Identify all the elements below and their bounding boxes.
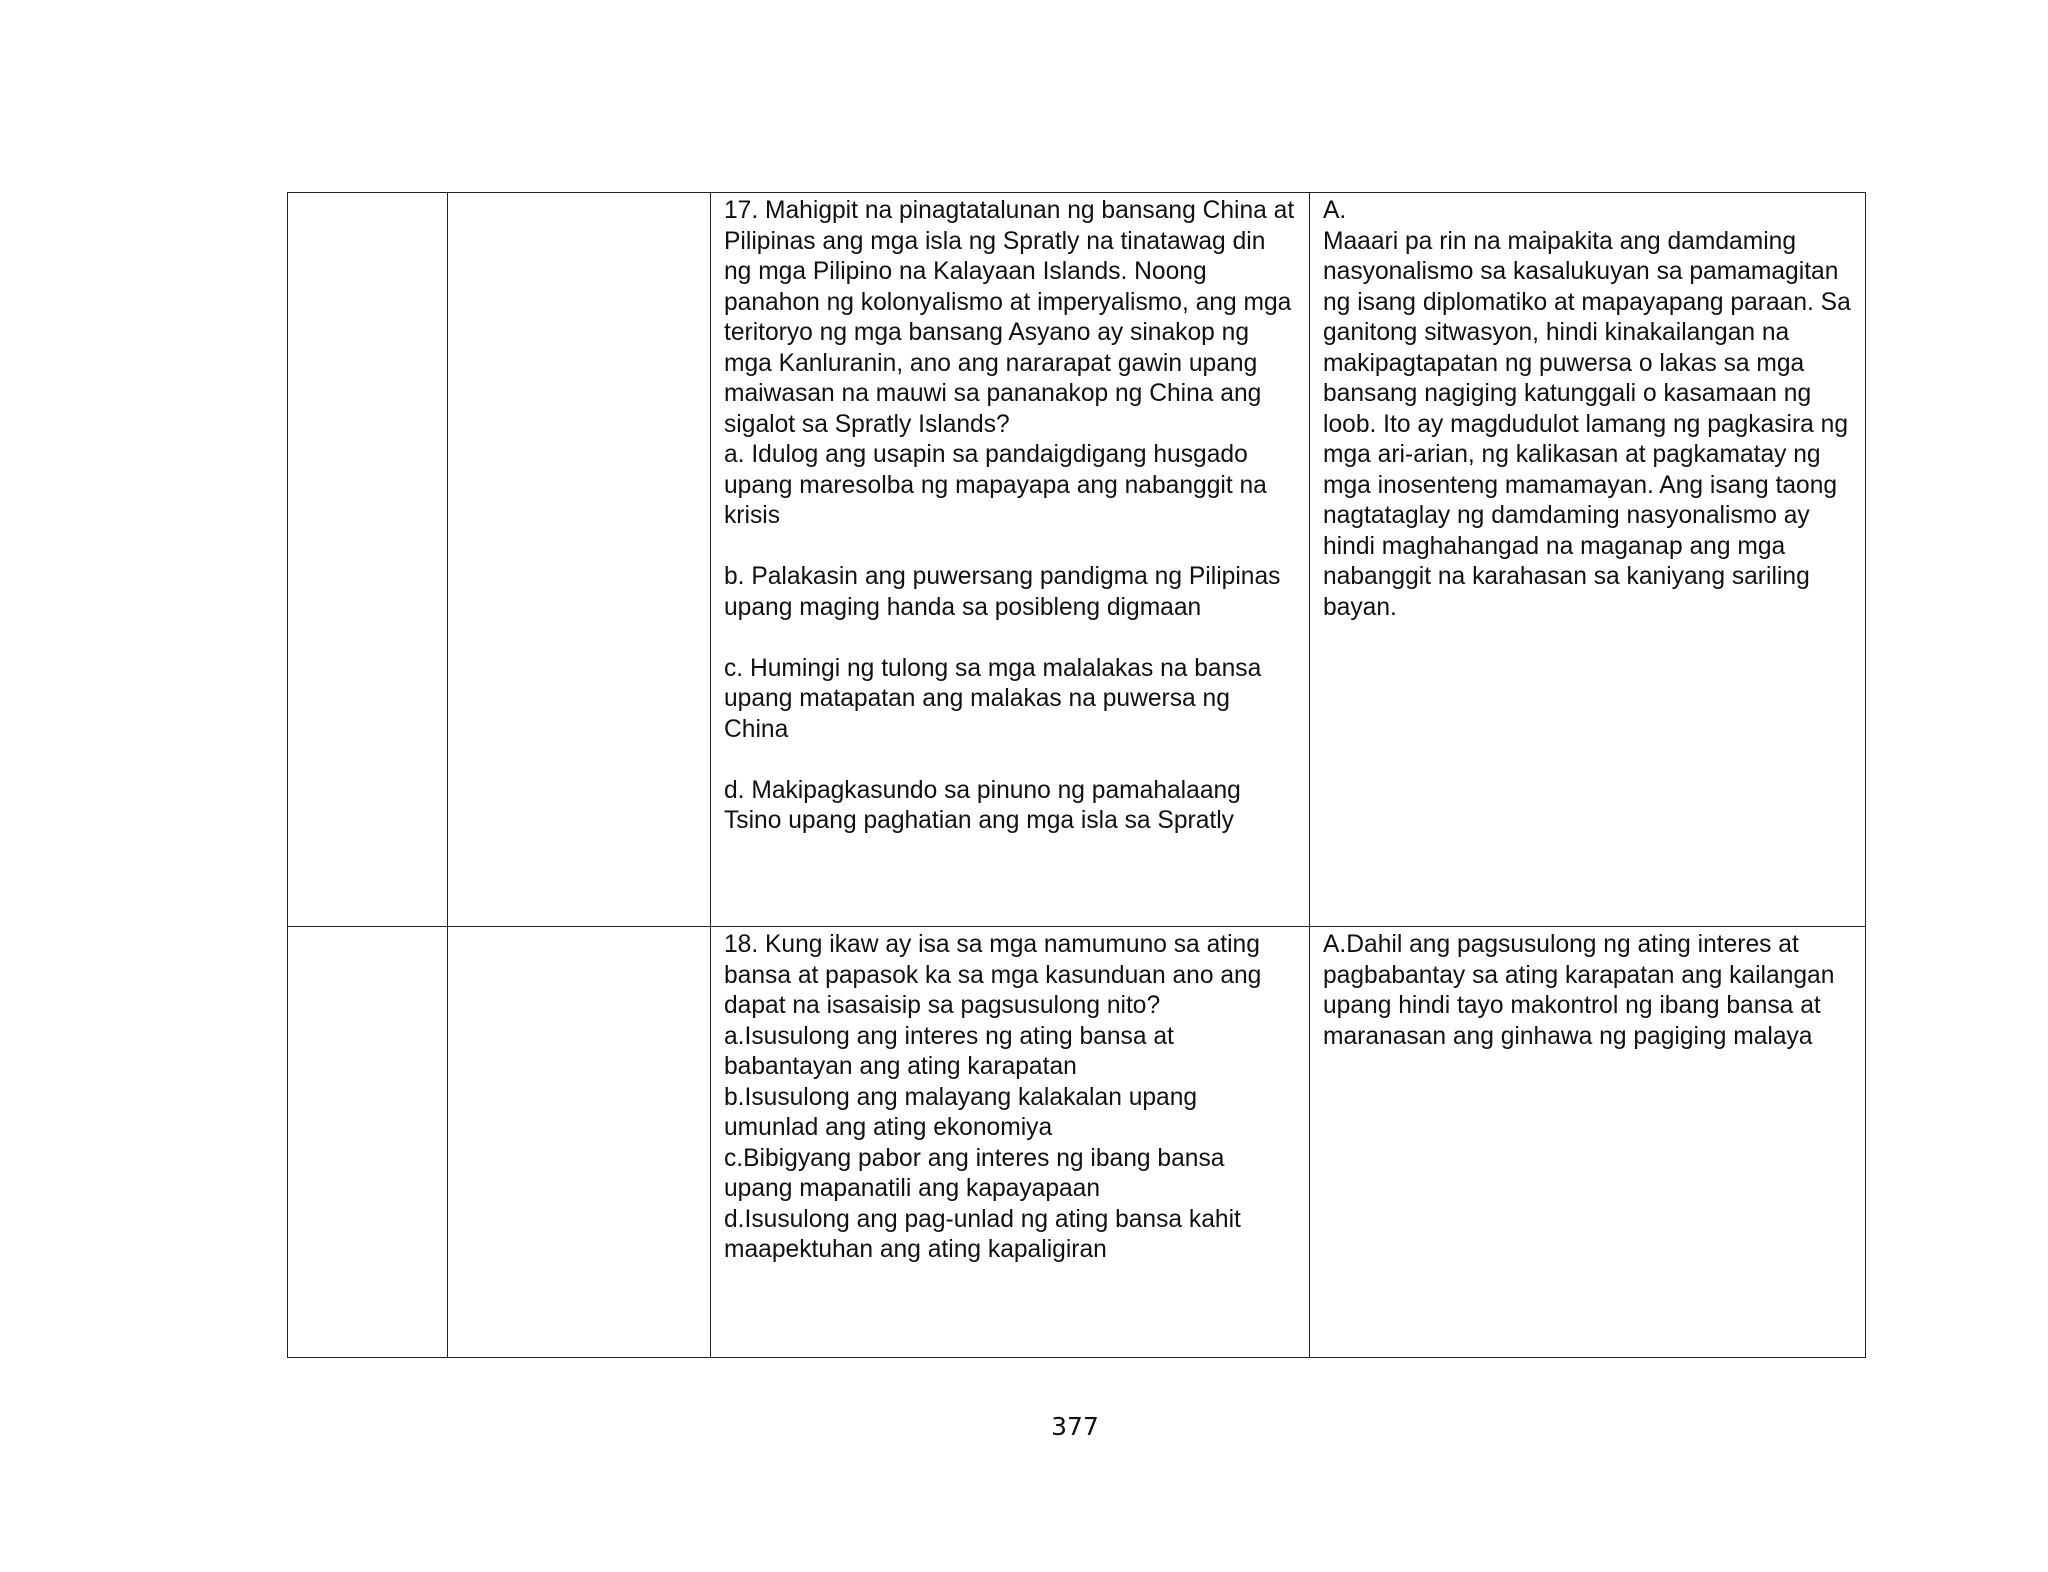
question-stem: 18. Kung ikaw ay isa sa mga namumuno sa ating bansa at papasok ka sa mga kasunduan ano ang dapat na isasaisip sa pagsusulong nito? bbox=[724, 931, 1262, 1019]
empty-cell bbox=[288, 927, 448, 1358]
answer-letter: A. bbox=[1323, 197, 1347, 224]
question-option: a. Idulog ang usapin sa pandaigdigang husgado upang maresolba ng mapayapa ang nabanggit na krisis bbox=[724, 441, 1267, 529]
empty-cell bbox=[448, 927, 711, 1358]
question-cell bbox=[711, 193, 1310, 927]
answer-explanation: Maaari pa rin na maipakita ang damdaming nasyonalismo sa kasalukuyan sa pamamagitan ng isang diplomatiko at mapayapang paraan. Sa ganitong sitwasyon, hindi kinakailangan na makipagtapatan ng puwersa o lakas sa mga bansang nagiging katunggali o kasamaan ng loob. Ito ay magdudulot lamang ng pagkasira ng mga ari-arian, ng kalikasan at pagkamatay ng mga inosenteng mamamayan. Ang isang taong nagtataglay ng damdaming nasyonalismo ay hindi maghahangad na maganap ang mga nabanggit na karahasan sa kaniyang sariling bayan. bbox=[1323, 227, 1851, 621]
table-row bbox=[288, 927, 1866, 1358]
answer-cell bbox=[1310, 927, 1866, 1358]
table-row bbox=[288, 193, 1866, 927]
answer-letter: A. bbox=[1323, 931, 1347, 958]
empty-cell bbox=[448, 193, 711, 927]
answer-cell bbox=[1310, 193, 1866, 927]
question-option: b. Palakasin ang puwersang pandigma ng Pilipinas upang maging handa sa posibleng digmaan bbox=[724, 563, 1281, 621]
question-option: b.Isusulong ang malayang kalakalan upang umunlad ang ating ekonomiya bbox=[724, 1083, 1198, 1141]
question-option: d.Isusulong ang pag-unlad ng ating bansa kahit maapektuhan ang ating kapaligiran bbox=[724, 1205, 1241, 1263]
question-option: c. Humingi ng tulong sa mga malalakas na bansa upang matapatan ang malakas na puwersa ng China bbox=[724, 654, 1262, 743]
question-cell bbox=[711, 927, 1310, 1358]
page-number: 377 bbox=[1051, 1412, 1099, 1441]
answer-explanation: Dahil ang pagsusulong ng ating interes at pagbabantay sa ating karapatan ang kailangan upang hindi tayo makontrol ng ibang bansa at maranasan ang ginhawa ng pagiging malaya bbox=[1323, 931, 1835, 1050]
question-option: c.Bibigyang pabor ang interes ng ibang bansa upang mapanatili ang kapayapaan bbox=[724, 1144, 1225, 1202]
assessment-table bbox=[287, 192, 1866, 1358]
empty-cell bbox=[288, 193, 448, 927]
question-option: d. Makipagkasundo sa pinuno ng pamahalaang Tsino upang paghatian ang mga isla sa Spratly bbox=[724, 776, 1241, 834]
question-stem: 17. Mahigpit na pinagtatalunan ng bansang China at Pilipinas ang mga isla ng Spratly na tinatawag din ng mga Pilipino na Kalayaan Islands. Noong panahon ng kolonyalismo at imperyalismo, ang mga teritoryo ng mga bansang Asyano ay sinakop ng mga Kanluranin, ano ang nararapat gawin upang maiwasan na mauwi sa pananakop ng China ang sigalot sa Spratly Islands? bbox=[724, 197, 1295, 438]
question-option: a.Isusulong ang interes ng ating bansa at babantayan ang ating karapatan bbox=[724, 1022, 1174, 1080]
